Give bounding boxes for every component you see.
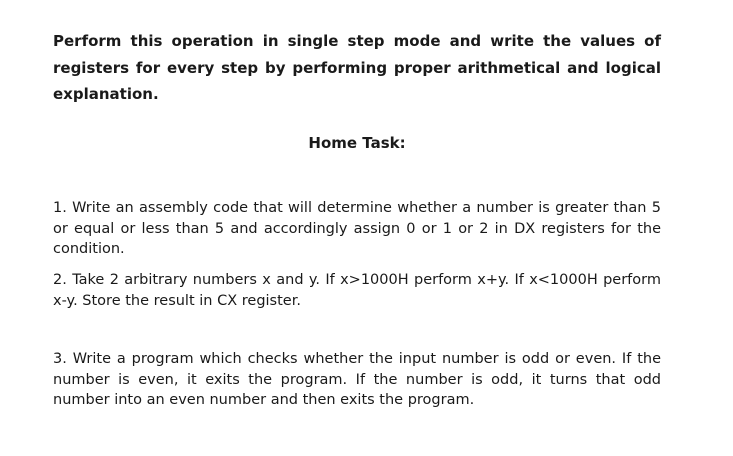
task-item-1: 1. Write an assembly code that will determine whether a number is greater than 5 or equal or less than 5 and accordingly assign 0 or 1 or 2 in DX registers for the condition. (53, 200, 661, 257)
task-item-2: 2. Take 2 arbitrary numbers x and y. If x>1000H perform x+y. If x<1000H perform x-y. Store the result in CX register. (53, 272, 661, 309)
home-task-heading: Home Task: (308, 134, 406, 152)
document-page (53, 28, 661, 408)
intro-paragraph: Perform this operation in single step mode and write the values of registers for every step by performing proper arithmetical and logical explanation. (53, 32, 661, 103)
task-item-3: 3. Write a program which checks whether the input number is odd or even. If the number is even, it exits the program. If the number is odd, it turns that odd number into an even number and then exits the program. (53, 351, 661, 408)
